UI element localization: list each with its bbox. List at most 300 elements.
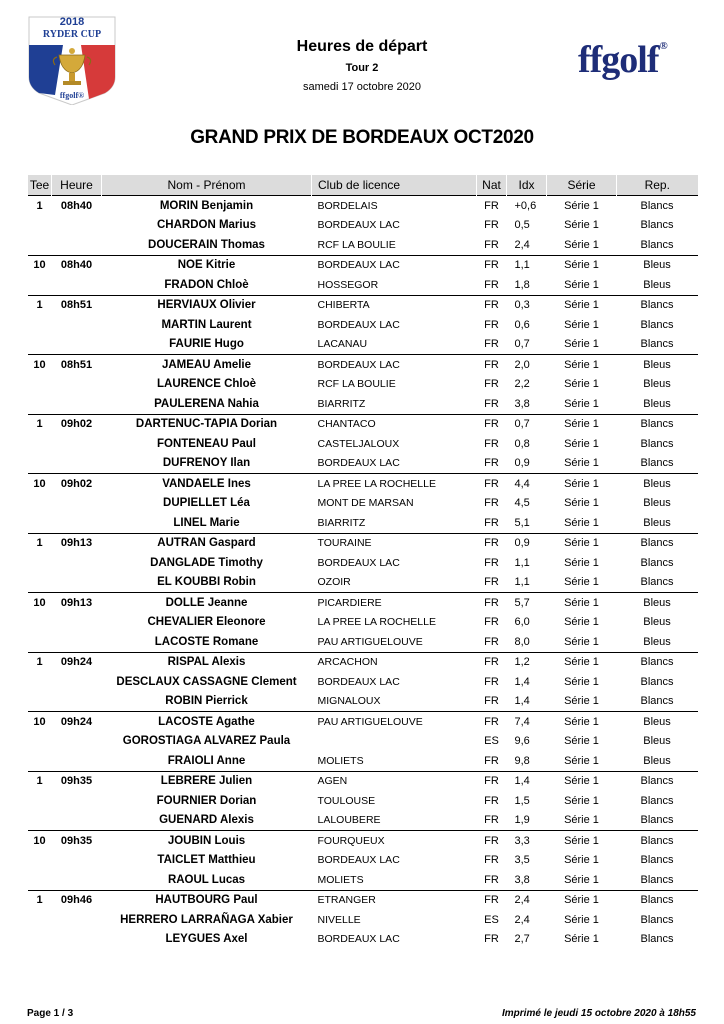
serie-cell: Série 1 [564,854,599,867]
table-row [28,216,698,236]
tee-cell [28,851,52,871]
table-row [28,474,698,494]
nationality-cell: FR [484,516,499,529]
heure-cell [52,375,102,395]
table-row [28,454,698,474]
heure-cell: 09h02 [52,414,102,434]
heure-cell [52,513,102,533]
index-cell: +0,6 [507,196,547,216]
serie-cell: Série 1 [564,735,599,748]
table-row [28,494,698,514]
table-row [28,751,698,771]
table-row [28,930,698,950]
serie-cell: Série 1 [547,831,617,851]
tee-cell [28,553,52,573]
tee-times-table [27,175,698,949]
heure-cell [52,672,102,692]
index-cell: 4,5 [514,497,530,510]
player-name-cell: LACOSTE Agathe [102,712,312,732]
club-cell: TOULOUSE [317,794,376,807]
index-cell: 0,9 [507,533,547,553]
serie-cell: Série 1 [564,318,599,331]
heure-cell [52,811,102,831]
tee-marker-cell: Bleus [643,635,671,648]
player-name-cell: LACOSTE Romane [154,635,259,648]
heure-cell: 09h24 [52,652,102,672]
heure-cell [52,315,102,335]
nationality-cell: FR [484,397,499,410]
page-title: Heures de départ [296,38,428,55]
club-cell: BORDEAUX LAC [317,854,400,867]
club-cell: CASTELJALOUX [317,437,400,450]
tee-marker-cell: Blancs [640,437,674,450]
heure-cell [52,692,102,712]
tee-cell [28,632,52,652]
club-cell: BORDEAUX LAC [317,675,400,688]
ffgolf-logo [578,38,667,82]
tee-marker-cell: Blancs [617,831,698,851]
index-cell: 0,8 [514,437,530,450]
nationality-cell: FR [477,712,507,732]
index-cell: 7,4 [507,712,547,732]
player-name-cell: RISPAL Alexis [102,652,312,672]
serie-cell: Série 1 [564,635,599,648]
club-cell: BORDEAUX LAC [317,457,400,470]
tee-marker-cell: Blancs [617,295,698,315]
table-row [28,672,698,692]
tee-marker-cell: Blancs [640,794,674,807]
heure-cell: 09h46 [52,890,102,910]
club-cell: RCF LA BOULIE [317,238,396,251]
tee-cell [28,235,52,255]
nationality-cell: FR [484,576,499,589]
club-cell: CHANTACO [312,414,477,434]
table-header-row [28,175,698,196]
club-cell: PAU ARTIGUELOUVE [312,712,477,732]
player-name-cell: GOROSTIAGA ALVAREZ Paula [122,735,291,748]
heure-cell: 09h13 [52,593,102,613]
heure-cell [52,394,102,414]
club-cell: CHIBERTA [312,295,477,315]
player-name-cell: DUPIELLET Léa [163,497,250,510]
serie-cell: Série 1 [564,457,599,470]
serie-cell: Série 1 [564,794,599,807]
club-cell: PAU ARTIGUELOUVE [317,635,423,648]
index-cell: 2,4 [514,913,530,926]
table-row [28,414,698,434]
serie-cell: Série 1 [564,913,599,926]
table-row [28,632,698,652]
nationality-cell: FR [477,771,507,791]
serie-cell: Série 1 [564,616,599,629]
heure-cell: 09h35 [52,831,102,851]
tee-marker-cell: Blancs [617,533,698,553]
player-name-cell: PAULERENA Nahia [154,397,259,410]
player-name-cell: FRAIOLI Anne [167,754,246,767]
nationality-cell: FR [484,754,499,767]
nationality-cell: FR [477,414,507,434]
tee-cell [28,692,52,712]
table-row [28,771,698,791]
tee-marker-cell: Bleus [643,754,671,767]
index-cell: 1,4 [507,771,547,791]
club-cell: BORDEAUX LAC [312,255,477,275]
tee-marker-cell: Blancs [617,652,698,672]
serie-cell: Série 1 [547,295,617,315]
tee-cell: 1 [28,771,52,791]
tee-cell [28,275,52,295]
tee-cell: 10 [28,831,52,851]
player-name-cell: FONTENEAU Paul [156,437,257,450]
tee-cell [28,672,52,692]
tee-cell [28,573,52,593]
index-cell: 2,2 [514,378,530,391]
club-cell: BORDEAUX LAC [317,556,400,569]
tee-marker-cell: Blancs [640,457,674,470]
column-header-tee: Tee [28,175,52,196]
tee-cell: 10 [28,255,52,275]
event-title: GRAND PRIX DE BORDEAUX OCT2020 [190,127,534,148]
round-label: Tour 2 [345,62,379,74]
tee-marker-cell: Blancs [640,219,674,232]
index-cell: 2,4 [514,238,530,251]
tee-cell [28,613,52,633]
table-row [28,791,698,811]
tee-marker-cell: Blancs [640,854,674,867]
tee-cell [28,751,52,771]
tee-marker-cell: Bleus [617,712,698,732]
table-row [28,870,698,890]
table-row [28,851,698,871]
tee-marker-cell: Blancs [617,196,698,216]
player-name-cell: CHARDON Marius [156,219,257,232]
index-cell: 3,8 [514,873,530,886]
serie-cell: Série 1 [564,556,599,569]
serie-cell: Série 1 [564,497,599,510]
nationality-cell: FR [477,890,507,910]
heure-cell [52,434,102,454]
serie-cell: Série 1 [564,754,599,767]
tee-cell [28,494,52,514]
column-header-rep: Rep. [617,175,698,196]
heure-cell [52,870,102,890]
heure-cell: 09h24 [52,712,102,732]
table-row [28,613,698,633]
tee-marker-cell: Blancs [640,675,674,688]
nationality-cell: ES [484,735,499,748]
player-name-cell: HERVIAUX Olivier [102,295,312,315]
tee-cell [28,791,52,811]
index-cell: 0,7 [514,338,530,351]
tee-cell [28,335,52,355]
table-row [28,275,698,295]
serie-cell: Série 1 [547,712,617,732]
player-name-cell: RAOUL Lucas [167,873,246,886]
player-name-cell: LAURENCE Chloè [156,378,257,391]
tee-marker-cell: Blancs [640,556,674,569]
tee-marker-cell: Blancs [617,414,698,434]
index-cell: 1,5 [514,794,530,807]
tee-marker-cell: Blancs [640,318,674,331]
player-name-cell: GUENARD Alexis [159,814,254,827]
tee-marker-cell: Bleus [617,593,698,613]
nationality-cell: FR [477,831,507,851]
nationality-cell: FR [477,295,507,315]
heure-cell [52,494,102,514]
nationality-cell: FR [477,196,507,216]
heure-cell [52,851,102,871]
heure-cell [52,732,102,752]
nationality-cell: FR [484,616,499,629]
club-cell: HOSSEGOR [317,278,379,291]
tee-cell [28,513,52,533]
index-cell: 5,1 [514,516,530,529]
index-cell: 6,0 [514,616,530,629]
tee-cell: 10 [28,712,52,732]
tee-cell [28,216,52,236]
club-cell: PICARDIERE [312,593,477,613]
player-name-cell: LINEL Marie [173,516,240,529]
table-row [28,295,698,315]
tee-cell: 1 [28,295,52,315]
column-header-club: Club de licence [312,175,477,196]
nationality-cell: ES [484,913,499,926]
player-name-cell: DUFRENOY Ilan [162,457,251,470]
nationality-cell: FR [484,854,499,867]
nationality-cell: FR [477,593,507,613]
ryder-cup-year: 2018 [59,16,85,28]
player-name-cell: FRADON Chloè [164,278,249,291]
club-cell: TOURAINE [312,533,477,553]
index-cell: 4,4 [507,474,547,494]
heure-cell: 09h35 [52,771,102,791]
heure-cell [52,791,102,811]
serie-cell: Série 1 [564,933,599,946]
player-name-cell: HAUTBOURG Paul [102,890,312,910]
serie-cell: Série 1 [564,278,599,291]
index-cell: 0,5 [514,219,530,232]
tee-cell [28,394,52,414]
table-row [28,712,698,732]
tee-cell [28,910,52,930]
print-date: Imprimé le jeudi 15 octobre 2020 à 18h55 [502,1008,696,1019]
tee-marker-cell: Bleus [643,278,671,291]
tee-marker-cell: Blancs [640,873,674,886]
club-cell: LALOUBERE [317,814,381,827]
tee-marker-cell: Bleus [643,397,671,410]
player-name-cell: DOUCERAIN Thomas [148,238,265,251]
tee-marker-cell: Blancs [640,814,674,827]
club-cell: LACANAU [317,338,368,351]
serie-cell: Série 1 [564,437,599,450]
index-cell: 0,6 [514,318,530,331]
column-header-nat: Nat [477,175,507,196]
index-cell: 1,4 [514,675,530,688]
serie-cell: Série 1 [564,675,599,688]
club-cell: LA PREE LA ROCHELLE [317,616,436,629]
club-cell: MIGNALOUX [317,695,381,708]
club-cell: BIARRITZ [317,516,366,529]
tee-cell [28,870,52,890]
club-cell: BORDEAUX LAC [317,219,400,232]
player-name-cell: CHEVALIER Eleonore [147,616,266,629]
tee-cell [28,930,52,950]
ffgolf-logo-text: ffgolf [578,39,659,81]
index-cell: 1,4 [514,695,530,708]
tee-cell: 1 [28,414,52,434]
index-cell: 1,9 [514,814,530,827]
tee-marker-cell: Blancs [640,338,674,351]
table-row [28,335,698,355]
table-row [28,573,698,593]
player-name-cell: JOUBIN Louis [102,831,312,851]
serie-cell: Série 1 [547,355,617,375]
serie-cell: Série 1 [564,576,599,589]
tee-cell: 1 [28,533,52,553]
tee-marker-cell: Bleus [617,255,698,275]
nationality-cell: FR [484,457,499,470]
heure-cell [52,275,102,295]
index-cell: 9,6 [514,735,530,748]
heure-cell: 08h51 [52,355,102,375]
player-name-cell: FAURIE Hugo [169,338,244,351]
index-cell: 2,0 [507,355,547,375]
table-row [28,196,698,216]
serie-cell: Série 1 [564,516,599,529]
tee-marker-cell: Bleus [643,735,671,748]
table-row [28,831,698,851]
nationality-cell: FR [484,318,499,331]
player-name-cell: NOE Kitrie [102,255,312,275]
page-number: Page 1 / 3 [27,1008,74,1019]
player-name-cell: LEBRERE Julien [102,771,312,791]
index-cell: 1,8 [514,278,530,291]
serie-cell: Série 1 [547,474,617,494]
tee-marker-cell: Bleus [643,616,671,629]
nationality-cell: FR [484,695,499,708]
heure-cell [52,573,102,593]
index-cell: 1,2 [507,652,547,672]
player-name-cell: JAMEAU Amelie [102,355,312,375]
heure-cell [52,930,102,950]
ryder-cup-name: RYDER CUP [42,29,102,40]
nationality-cell: FR [477,652,507,672]
serie-cell: Série 1 [564,238,599,251]
tee-cell: 10 [28,593,52,613]
heure-cell: 09h02 [52,474,102,494]
table-row [28,355,698,375]
club-cell: BORDEAUX LAC [317,933,400,946]
index-cell: 3,8 [514,397,530,410]
club-cell: MOLIETS [317,873,364,886]
nationality-cell: FR [484,219,499,232]
tee-cell [28,434,52,454]
heure-cell: 09h13 [52,533,102,553]
column-header-serie: Série [547,175,617,196]
club-cell: RCF LA BOULIE [317,378,396,391]
tee-cell [28,732,52,752]
nationality-cell: FR [484,635,499,648]
table-row [28,811,698,831]
index-cell: 0,9 [514,457,530,470]
club-cell: AGEN [312,771,477,791]
nationality-cell: FR [484,556,499,569]
serie-cell: Série 1 [564,397,599,410]
nationality-cell: FR [484,437,499,450]
table-row [28,553,698,573]
tee-marker-cell: Blancs [617,890,698,910]
player-name-cell: DANGLADE Timothy [150,556,263,569]
heure-cell: 08h40 [52,196,102,216]
table-row [28,315,698,335]
tee-cell [28,454,52,474]
column-header-idx: Idx [507,175,547,196]
nationality-cell: FR [477,255,507,275]
table-row [28,593,698,613]
serie-cell: Série 1 [564,378,599,391]
index-cell: 1,1 [514,576,530,589]
index-cell: 3,5 [514,854,530,867]
player-name-cell: EL KOUBBI Robin [157,576,256,589]
tee-marker-cell: Bleus [617,474,698,494]
table-row [28,890,698,910]
index-cell: 2,4 [507,890,547,910]
tee-marker-cell: Blancs [640,933,674,946]
nationality-cell: FR [484,338,499,351]
player-name-cell: MORIN Benjamin [102,196,312,216]
serie-cell: Série 1 [547,414,617,434]
serie-cell: Série 1 [564,695,599,708]
heure-cell [52,910,102,930]
index-cell: 9,8 [514,754,530,767]
registered-icon: ® [659,40,667,52]
heure-cell [52,553,102,573]
tee-marker-cell: Blancs [640,695,674,708]
nationality-cell: FR [477,533,507,553]
heure-cell [52,613,102,633]
club-cell: LA PREE LA ROCHELLE [312,474,477,494]
heure-cell [52,216,102,236]
table-row [28,235,698,255]
table-row [28,375,698,395]
heure-cell: 08h40 [52,255,102,275]
index-cell: 3,3 [507,831,547,851]
nationality-cell: FR [484,933,499,946]
club-cell: BORDELAIS [312,196,477,216]
heure-cell: 08h51 [52,295,102,315]
tee-marker-cell: Bleus [643,497,671,510]
club-cell: MOLIETS [317,754,364,767]
nationality-cell: FR [484,278,499,291]
column-header-heure: Heure [52,175,102,196]
nationality-cell: FR [484,238,499,251]
table-row [28,513,698,533]
nationality-cell: FR [484,497,499,510]
tee-marker-cell: Bleus [617,355,698,375]
nationality-cell: FR [484,675,499,688]
tee-marker-cell: Blancs [640,238,674,251]
club-cell: BORDEAUX LAC [312,355,477,375]
serie-cell: Série 1 [547,255,617,275]
index-cell: 2,7 [514,933,530,946]
nationality-cell: FR [484,814,499,827]
heure-cell [52,235,102,255]
table-row [28,652,698,672]
player-name-cell: ROBIN Pierrick [165,695,248,708]
tee-cell: 1 [28,196,52,216]
nationality-cell: FR [484,378,499,391]
serie-cell: Série 1 [547,890,617,910]
